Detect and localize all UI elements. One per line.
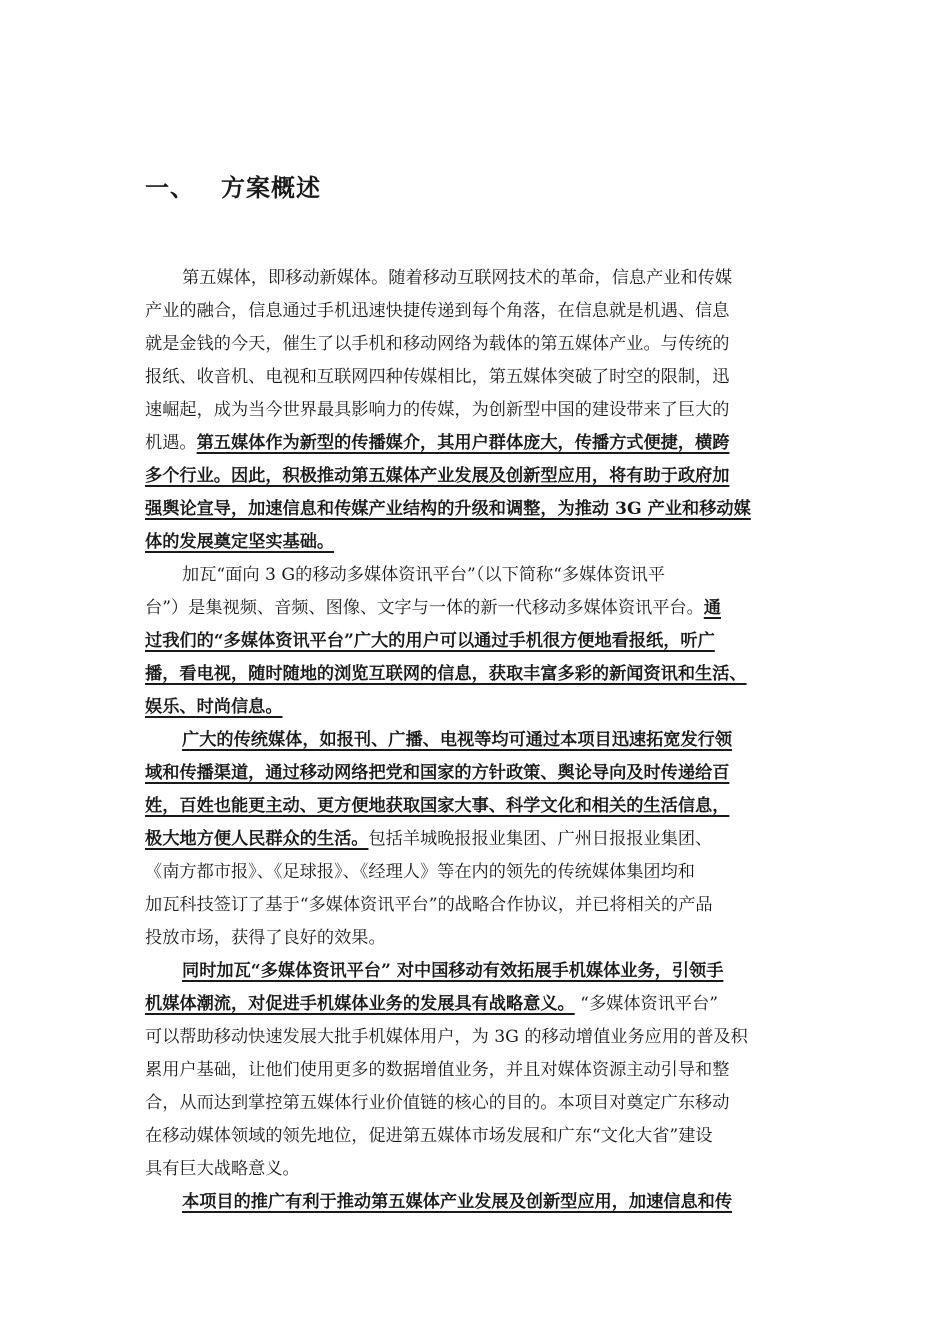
- text-line: 过我们的“多媒体资讯平台”广大的用户可以通过手机很方便地看报纸，听广: [145, 631, 715, 651]
- text-line: 姓，百姓也能更主动、更方便地获取国家大事、科学文化和相关的生活信息，: [145, 796, 730, 816]
- text-line: 本项目的推广有利于推动第五媒体产业发展及创新型应用，加速信息和传: [182, 1192, 733, 1212]
- text-line: 第五媒体，即移动新媒体。随着移动互联网技术的革命，信息产业和传媒: [182, 268, 733, 288]
- text-line: 在移动媒体领域的领先地位，促进第五媒体市场发展和广东“文化大省”建设: [145, 1126, 713, 1146]
- text-line: 报纸、收音机、电视和互联网四种传媒相比，第五媒体突破了时空的限制，迅: [145, 367, 730, 387]
- text-line: 具有巨大战略意义。: [145, 1159, 300, 1179]
- text-line: 投放市场，获得了良好的效果。: [145, 928, 386, 948]
- text-line: 加瓦“面向 3 G的移动多媒体资讯平台”（以下简称“多媒体资讯平: [182, 565, 666, 585]
- text-line: 加瓦科技签订了基于“多媒体资讯平台”的战略合作协议，并已将相关的产品: [145, 895, 713, 915]
- section-title: 方案概述: [221, 174, 321, 202]
- text-line: 累用户基础，让他们使用更多的数据增值业务，并且对媒体资源主动引导和整: [145, 1060, 730, 1080]
- text-line: 就是金钱的今天，催生了以手机和移动网络为载体的第五媒体产业。与传统的: [145, 334, 730, 354]
- text-line: 产业的融合，信息通过手机迅速快捷传递到每个角落，在信息就是机遇、信息: [145, 301, 730, 321]
- text-line: 速崛起，成为当今世界最具影响力的传媒，为创新型中国的建设带来了巨大的: [145, 400, 730, 420]
- text-line: 台”）是集视频、音频、图像、文字与一体的新一代移动多媒体资讯平台。通: [145, 598, 721, 618]
- text-line: 机媒体潮流，对促进手机媒体业务的发展具有战略意义。 “多媒体资讯平台”: [145, 994, 719, 1014]
- text-line: 强舆论宣导，加速信息和传媒产业结构的升级和调整，为推动 3G 产业和移动媒: [145, 499, 751, 519]
- text-line: 广大的传统媒体，如报刊、广播、电视等均可通过本项目迅速拓宽发行领: [182, 730, 733, 750]
- text-line: 同时加瓦“多媒体资讯平台” 对中国移动有效拓展手机媒体业务，引领手: [182, 961, 724, 981]
- text-line: 娱乐、时尚信息。: [145, 697, 283, 717]
- text-line: 《南方都市报》、《足球报》、《经理人》等在内的领先的传统媒体集团均和: [145, 862, 695, 882]
- text-line: 机遇。第五媒体作为新型的传播媒介，其用户群体庞大，传播方式便捷，横跨: [145, 433, 730, 453]
- section-number: 一、: [145, 174, 195, 202]
- text-line: 极大地方便人民群众的生活。包括羊城晚报报业集团、广州日报报业集团、: [145, 829, 713, 849]
- section-heading: [145, 168, 321, 203]
- text-line: 体的发展奠定坚实基础。: [145, 532, 335, 552]
- text-line: 多个行业。因此，积极推动第五媒体产业发展及创新型应用，将有助于政府加: [145, 466, 730, 486]
- text-line: 播，看电视，随时随地的浏览互联网的信息，获取丰富多彩的新闻资讯和生活、: [145, 664, 747, 684]
- text-line: 可以帮助移动快速发展大批手机媒体用户，为 3G 的移动增值业务应用的普及积: [145, 1027, 748, 1047]
- text-line: 域和传播渠道，通过移动网络把党和国家的方针政策、舆论导向及时传递给百: [145, 763, 730, 783]
- text-line: 合，从而达到掌控第五媒体行业价值链的核心的目的。本项目对奠定广东移动: [145, 1093, 730, 1113]
